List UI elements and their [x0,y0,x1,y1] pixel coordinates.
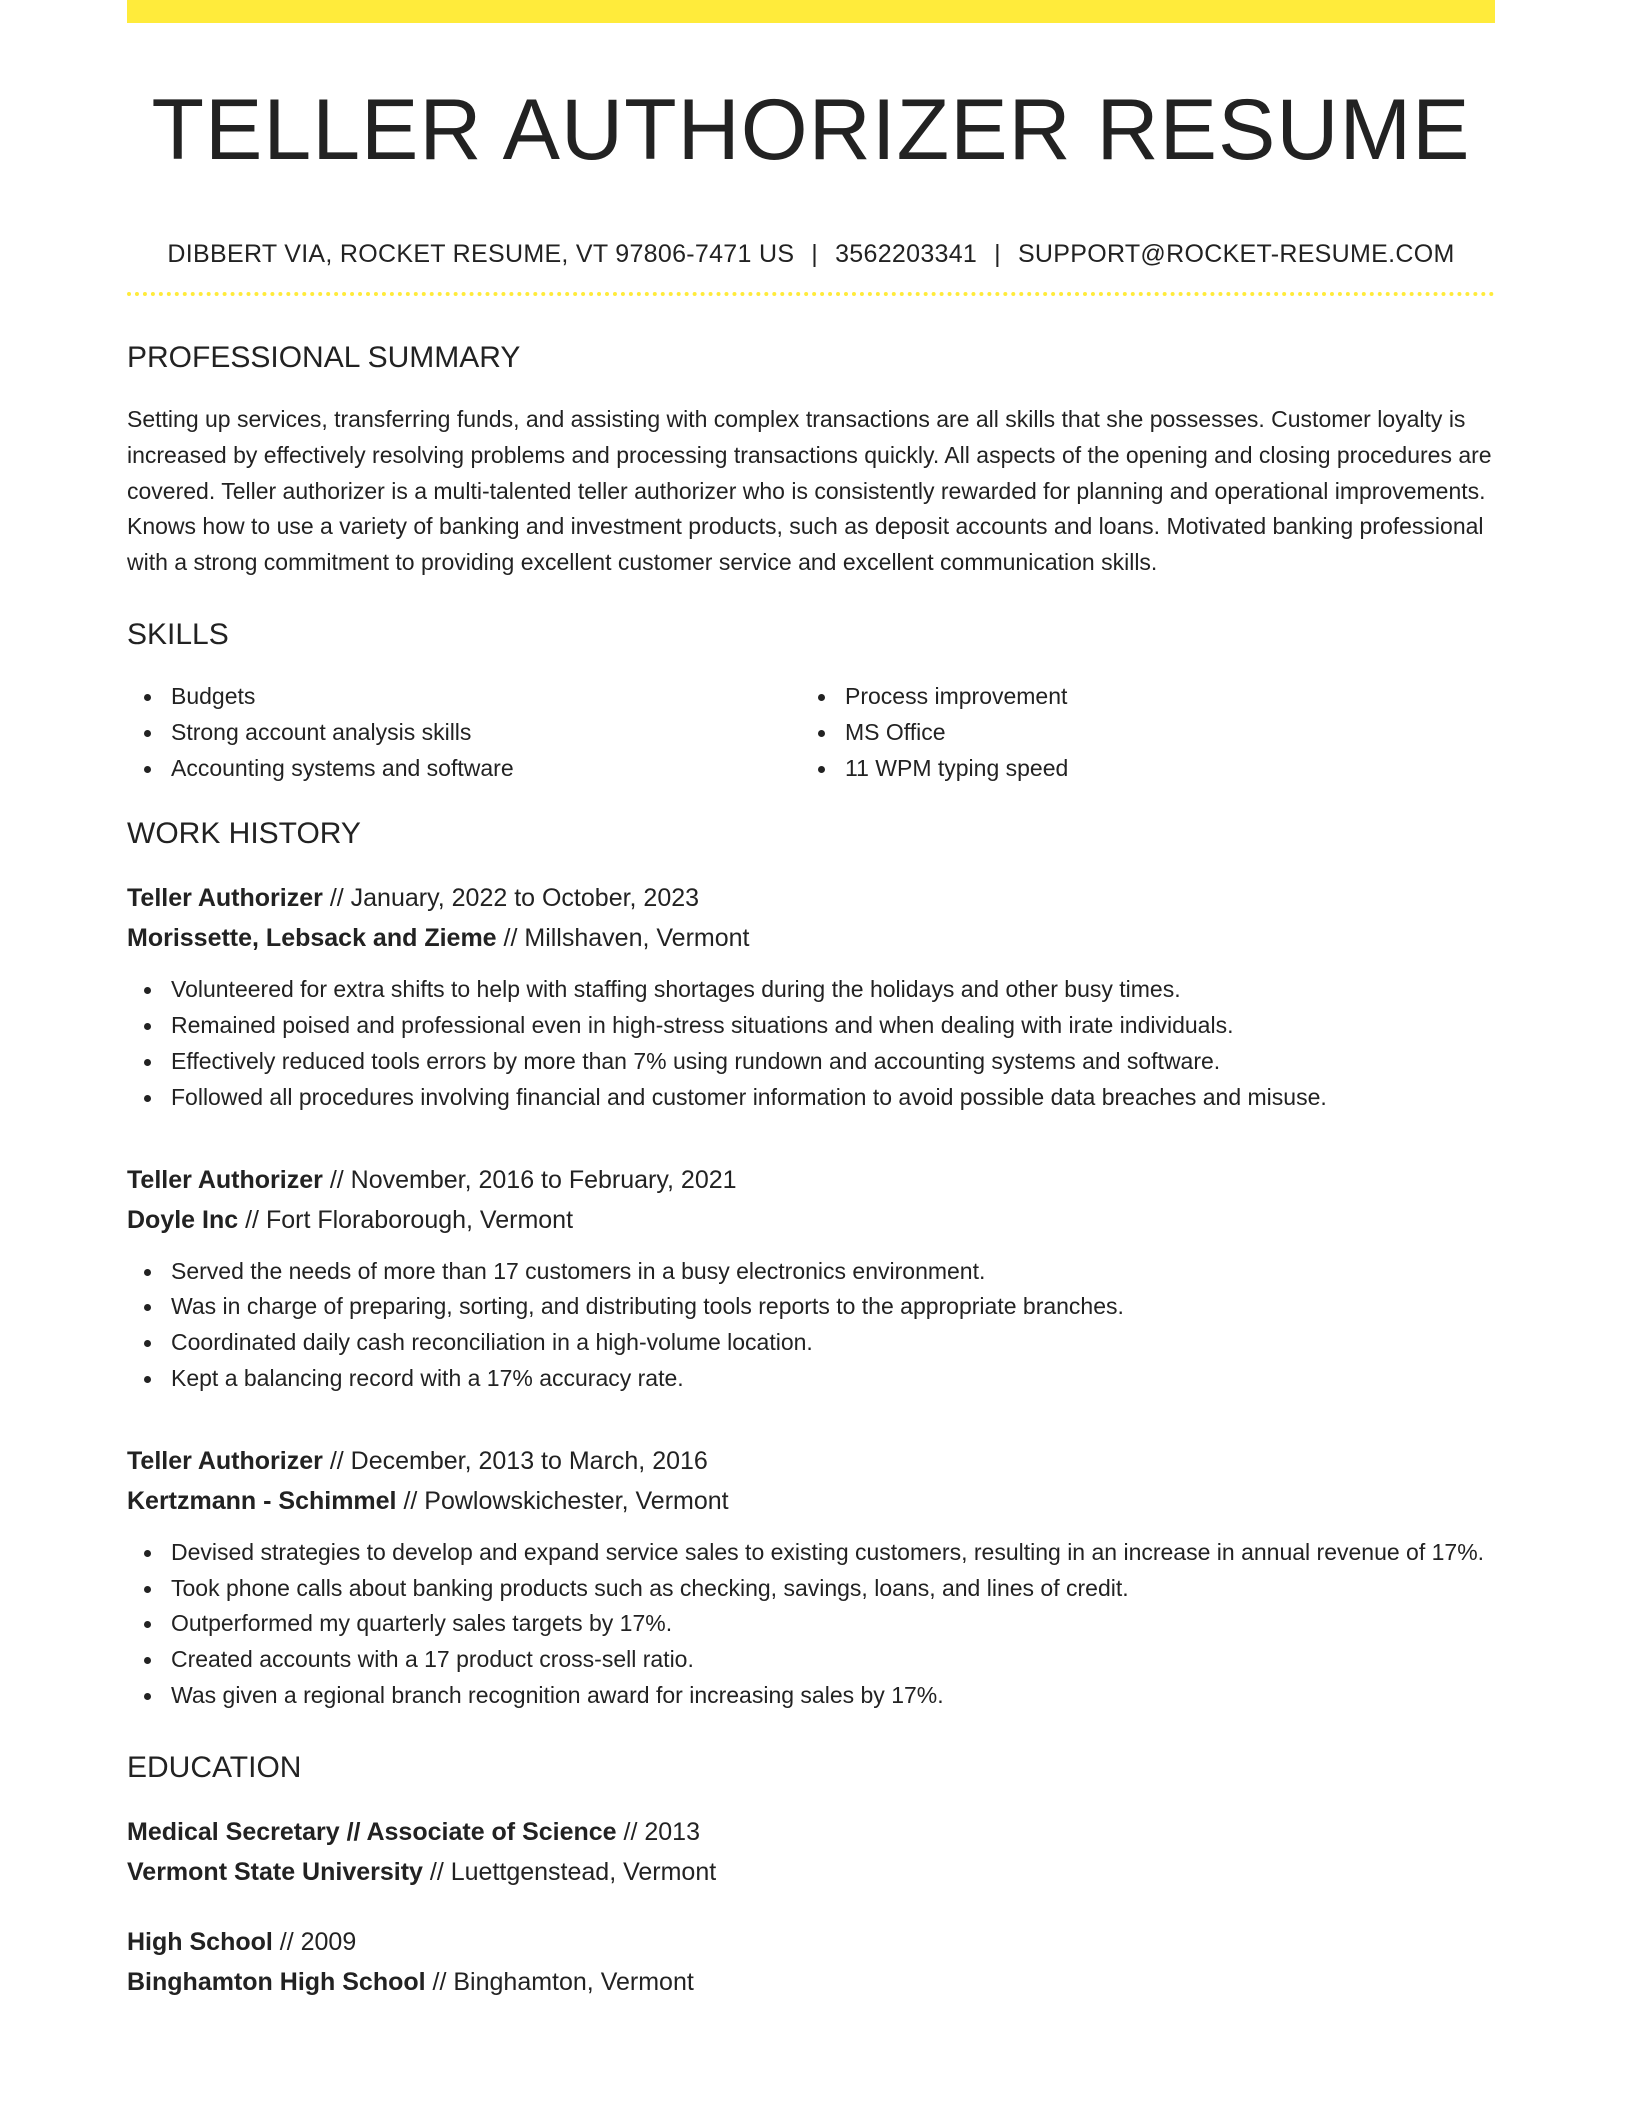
job-bullet: Was in charge of preparing, sorting, and distributing tools reports to the appropriate branches. [127,1289,1495,1325]
job-title: Teller Authorizer [127,1446,323,1475]
education-year: // 2009 [272,1927,357,1956]
job-location: // Powlowskichester, Vermont [396,1486,729,1515]
skills-column-left [127,679,801,786]
job-dates: // November, 2016 to February, 2021 [322,1165,737,1194]
skill-item: MS Office [801,715,1475,751]
job-company-line [127,1200,1495,1240]
contact-email: SUPPORT@ROCKET-RESUME.COM [1017,240,1455,268]
job-location: // Fort Floraborough, Vermont [238,1205,574,1234]
job-bullet: Effectively reduced tools errors by more than 7% using rundown and accounting systems and software. [127,1044,1495,1080]
job-bullet: Volunteered for extra shifts to help with staffing shortages during the holidays and other busy times. [127,972,1495,1008]
job-title-line [127,878,1495,918]
accent-top-bar [127,0,1495,23]
skill-item: Strong account analysis skills [127,715,801,751]
contact-separator: | [811,240,819,268]
education-location: // Luettgenstead, Vermont [422,1857,717,1886]
resume-content [127,23,1495,2002]
summary-heading: PROFESSIONAL SUMMARY [127,341,521,374]
skill-item: Process improvement [801,679,1475,715]
job-bullet: Took phone calls about banking products such as checking, savings, loans, and lines of credit. [127,1571,1495,1607]
job-company: Kertzmann - Schimmel [127,1486,397,1515]
skill-item: Accounting systems and software [127,751,801,787]
job-bullet: Followed all procedures involving financial and customer information to avoid possible data breaches and misuse. [127,1080,1495,1116]
job-bullet: Kept a balancing record with a 17% accuracy rate. [127,1361,1495,1397]
education-degree: High School [127,1927,273,1956]
education-school-line [127,1852,1495,1892]
job-title: Teller Authorizer [127,884,323,913]
contact-phone: 3562203341 [835,240,978,268]
job-bullet: Was given a regional branch recognition award for increasing sales by 17%. [127,1678,1495,1714]
job-bullet: Served the needs of more than 17 customers in a busy electronics environment. [127,1254,1495,1290]
job-title-line [127,1441,1495,1481]
job-bullet: Coordinated daily cash reconciliation in a high-volume location. [127,1325,1495,1361]
job-bullet: Outperformed my quarterly sales targets by 17%. [127,1606,1495,1642]
skills-heading: SKILLS [127,617,229,651]
skill-item: Budgets [127,679,801,715]
skill-item: 11 WPM typing speed [801,751,1475,787]
education-degree: Medical Secretary // Associate of Science [127,1817,617,1846]
skills-column-right [801,679,1475,786]
job-company-line [127,918,1495,958]
job-location: // Millshaven, Vermont [496,924,750,953]
education-school: Binghamton High School [127,1967,426,1996]
job-company-line [127,1481,1495,1521]
education-degree-line [127,1922,1495,1962]
job-title: Teller Authorizer [127,1165,323,1194]
work-history-heading: WORK HISTORY [127,817,361,851]
job-company: Doyle Inc [127,1205,239,1234]
education-entry [127,1922,1495,2002]
education-entry [127,1812,1495,1892]
education-degree-line [127,1812,1495,1852]
job-entry [127,1441,1495,1714]
job-bullets [127,1535,1495,1714]
job-bullet: Remained poised and professional even in high-stress situations and when dealing with irate individuals. [127,1008,1495,1044]
job-bullet: Devised strategies to develop and expand service sales to existing customers, resulting in an increase in annual revenue of 17%. [127,1535,1495,1571]
resume-title: TELLER AUTHORIZER RESUME [151,82,1471,178]
education-school: Vermont State University [127,1857,423,1886]
job-entry [127,878,1495,1115]
job-bullets [127,972,1495,1115]
job-title-line [127,1160,1495,1200]
skills-list [127,679,1495,786]
contact-address: DIBBERT VIA, ROCKET RESUME, VT 97806-7471 US [167,240,795,268]
job-bullet: Created accounts with a 17 product cross-sell ratio. [127,1642,1495,1678]
contact-line [127,238,1495,270]
job-entry [127,1160,1495,1397]
education-year: // 2013 [616,1817,700,1846]
contact-separator: | [994,240,1001,268]
job-bullets [127,1254,1495,1397]
job-dates: // December, 2013 to March, 2016 [322,1446,708,1475]
job-company: Morissette, Lebsack and Zieme [127,924,497,953]
job-dates: // January, 2022 to October, 2023 [322,884,700,913]
education-heading: EDUCATION [127,1750,302,1784]
summary-text: Setting up services, transferring funds, and assisting with complex transactions are all skills that she possesses. Customer loyalty is increased by effectively resolving problems and processing transactions quickly. All aspects of the opening and closing procedures are covered. Teller authorizer is a multi-talented teller authorizer who is consistently rewarded for planning and operational improvements. Knows how to use a variety of banking and investment products, such as deposit accounts and loans. Motivated banking professional with a strong commitment to providing excellent customer service and excellent communication skills. [127,406,1492,576]
education-location: // Binghamton, Vermont [425,1967,694,1996]
education-school-line [127,1962,1495,2002]
dotted-divider [127,292,1495,296]
